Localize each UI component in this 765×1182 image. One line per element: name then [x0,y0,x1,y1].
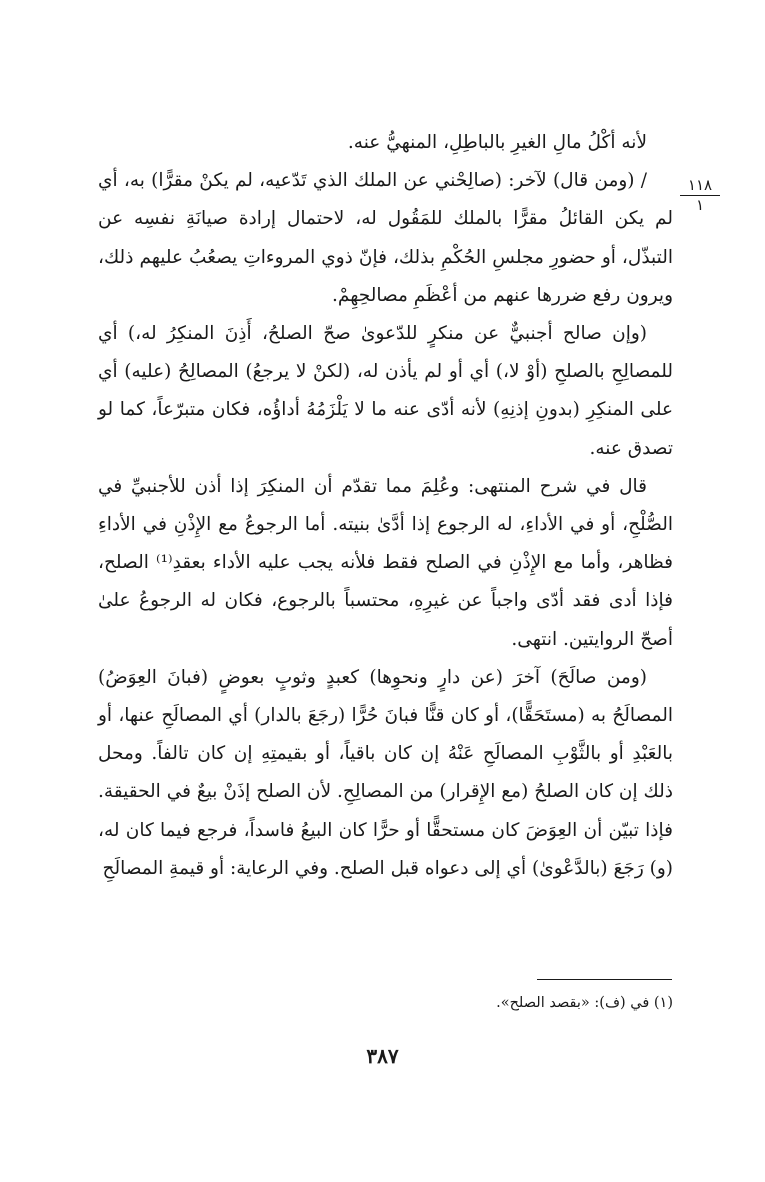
main-text [98,124,673,888]
paragraph-1: لأنه أكْلُ مالِ الغيرِ بالباطِلِ، المنهيُّ عنه. [347,132,647,153]
page-number: ٣٨٧ [366,1044,399,1068]
margin-page-reference [680,177,720,214]
footnote: (١) في (ف): «بقصد الصلح». [496,995,673,1011]
footnote-divider [537,979,672,980]
paragraph-5: (ومن صالَحَ) آخرَ (عن دارٍ ونحوِها) كعبدٍ وثوبٍ بعوضٍ (فبانَ العِوَضُ) المصالَحُ به (مستَحَقًّا)، أو كان قنًّا فبانَ حُرًّا (رجَعَ بالدار) أي المصالَحِ عنها، أو بالعَبْدِ أو بالثَّوْبِ المصالَحِ عَنْهُ إن كان باقياً، أو بقيمتِهِ إن كان تالفاً. ومحل ذلك إن كان الصلحُ (مع الإِقرار) من المصالِحِ. لأن الصلح إذَنْ بيعٌ في الحقيقة. فإذا تبيّن أن العِوَضَ كان مستحقًّا أو حرًّا كان البيعُ فاسداً، فرجع فيما كان له، (و) رَجَعَ (بالدَّعْوىٰ) أي إلى دعواه قبل الصلح. وفي الرعاية: أو قيمةِ المصالَحِ [98,666,673,879]
paragraph-3: (وإن صالح أجنبيٌّ عن منكرٍ للدّعوىٰ صحّ الصلحُ، أَذِنَ المنكِرُ له،) أي للمصالِحِ بالصلحِ (أوْ لا،) أي أو لم يأذن له، (لكنْ لا يرجعُ) المصالِحُ (عليه) أي على المنكِرِ (بدونِ إذنِهِ) لأنه أدّى عنه ما لا يَلْزَمُهُ أداؤُه، فكان متبرّعاً، كما لو تصدق عنه. [98,323,673,459]
margin-ref-top: ١١٨ [680,177,720,196]
paragraph-2: / (ومن قال) لآخر: (صالِحْني عن الملك الذي تَدّعيه، لم يكنْ مقرًّا) به، أي لم يكن القائلُ مقرًّا بالملك للمَقُول له، لاحتمال إرادة صيانَةِ نفسِه عن التبذّل، أو حضورِ مجلسِ الحُكْمِ بذلك، فإنّ ذوي المروءاتِ يصعُبُ عليهم ذلك، ويرون رفع ضررها عنهم من أعْظَمِ مصالحِهِمْ. [98,170,673,306]
margin-ref-bottom: ١ [695,196,705,214]
paragraph-4: قال في شرح المنتهى: وعُلِمَ مما تقدّم أن المنكِرَ إذا أذن للأجنبيِّ في الصُّلْحِ، أو في الأداءِ، له الرجوع إذا أدَّىٰ بنيته. أما الرجوعُ مع الإِذْنِ في الأداءِ فظاهر، وأما مع الإِذْنِ في الصلح فقط فلأنه يجب عليه الأداء بعقدِ⁽¹⁾ الصلح، فإذا أدى فقد أدّى واجباً عن غيرِهِ، محتسباً بالرجوع، فكان له الرجوعُ علىٰ أصحّ الروايتين. انتهى. [98,475,674,650]
